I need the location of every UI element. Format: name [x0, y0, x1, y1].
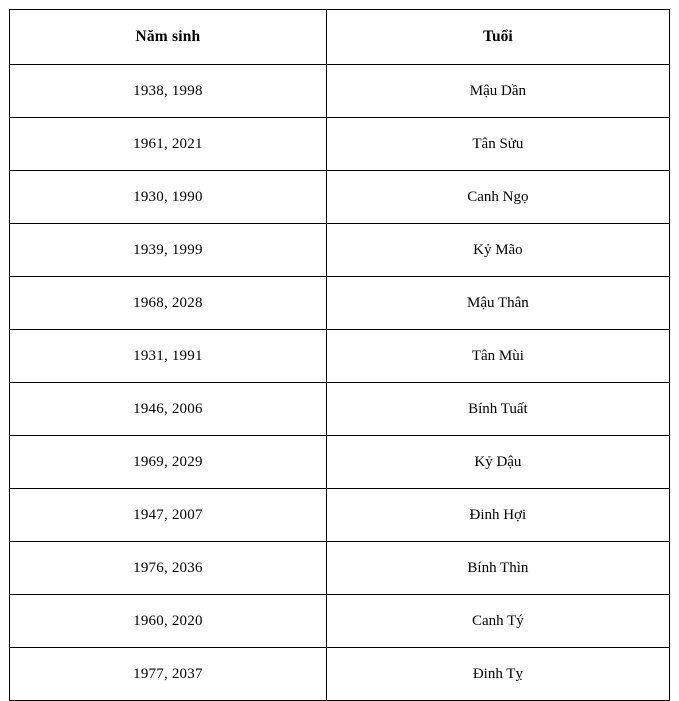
cell-birth-year: 1969, 2029 — [10, 436, 327, 489]
table-row — [10, 65, 670, 118]
cell-age: Tân Mùi — [326, 330, 669, 383]
cell-birth-year: 1939, 1999 — [10, 224, 327, 277]
cell-age: Canh Ngọ — [326, 171, 669, 224]
table-row — [10, 648, 670, 701]
cell-age: Đinh Hợi — [326, 489, 669, 542]
cell-birth-year: 1968, 2028 — [10, 277, 327, 330]
table-row — [10, 595, 670, 648]
cell-birth-year: 1977, 2037 — [10, 648, 327, 701]
cell-age: Tân Sửu — [326, 118, 669, 171]
table-row — [10, 277, 670, 330]
table-row — [10, 171, 670, 224]
table-row — [10, 118, 670, 171]
cell-birth-year: 1930, 1990 — [10, 171, 327, 224]
cell-birth-year: 1938, 1998 — [10, 65, 327, 118]
cell-birth-year: 1947, 2007 — [10, 489, 327, 542]
column-header-birth-year: Năm sinh — [10, 10, 327, 65]
cell-age: Kỷ Dậu — [326, 436, 669, 489]
cell-age: Canh Tý — [326, 595, 669, 648]
cell-age: Kỷ Mão — [326, 224, 669, 277]
cell-birth-year: 1946, 2006 — [10, 383, 327, 436]
birth-year-zodiac-table — [9, 9, 670, 701]
table-row — [10, 330, 670, 383]
cell-age: Đinh Tỵ — [326, 648, 669, 701]
cell-birth-year: 1961, 2021 — [10, 118, 327, 171]
cell-age: Mậu Thân — [326, 277, 669, 330]
table-header — [10, 10, 670, 65]
table-body — [10, 65, 670, 701]
table-row — [10, 436, 670, 489]
table-row — [10, 542, 670, 595]
table-header-row — [10, 10, 670, 65]
cell-birth-year: 1931, 1991 — [10, 330, 327, 383]
cell-birth-year: 1960, 2020 — [10, 595, 327, 648]
cell-age: Bính Tuất — [326, 383, 669, 436]
cell-birth-year: 1976, 2036 — [10, 542, 327, 595]
table-row — [10, 489, 670, 542]
column-header-age: Tuổi — [326, 10, 669, 65]
cell-age: Bính Thìn — [326, 542, 669, 595]
table-row — [10, 383, 670, 436]
cell-age: Mậu Dần — [326, 65, 669, 118]
table-row — [10, 224, 670, 277]
